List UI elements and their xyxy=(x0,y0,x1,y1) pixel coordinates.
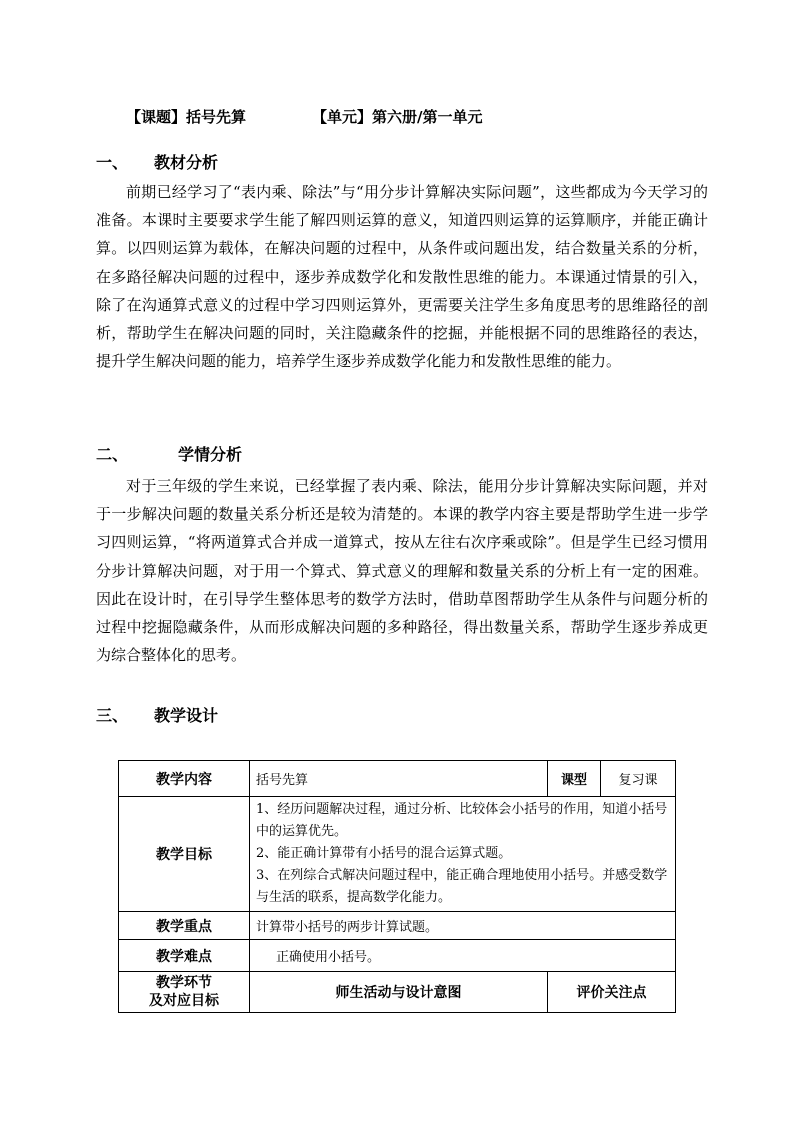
section-title: 学情分析 xyxy=(178,445,243,464)
table-row-focus xyxy=(119,912,676,940)
lesson-topic: 【课题】括号先算 xyxy=(126,108,247,126)
evaluation-label: 评价关注点 xyxy=(548,972,676,1013)
teaching-design-table xyxy=(118,760,676,1013)
table-row-content xyxy=(119,761,676,797)
section-heading-2 xyxy=(96,442,242,465)
section-heading-3 xyxy=(96,703,218,726)
section-number: 二、 xyxy=(96,445,129,464)
focus-label: 教学重点 xyxy=(119,912,250,940)
stage-label-line-1: 教学环节 xyxy=(156,975,212,991)
table-row-stage-header xyxy=(119,972,676,1013)
section-title: 教材分析 xyxy=(154,153,219,172)
lesson-unit: 【单元】第六册/第一单元 xyxy=(312,108,483,126)
goal-item: 2、能正确计算带有小括号的混合运算式题。 xyxy=(256,846,512,861)
type-label: 课型 xyxy=(548,761,601,797)
section-title: 教学设计 xyxy=(154,706,219,725)
paragraph-student-analysis: 对于三年级的学生来说，已经掌握了表内乘、除法，能用分步计算解决实际问题，并对于一步解决问题的数量关系分析还是较为清楚的。本课的教学内容主要是帮助学生进一步学习四则运算，“将两道算式合并成一道算式，按从左往右次序乘或除”。但是学生已经习惯用分步计算解决问题，对于用一个算式、算式意义的理解和数量关系的分析上有一定的困难。因此在设计时，在引导学生整体思考的数学方法时，借助草图帮助学生从条件与问题分析的过程中挖掘隐藏条件，从而形成解决问题的多种路径，得出数量关系，帮助学生逐步养成更为综合整体化的思考。 xyxy=(96,477,708,665)
difficulty-label: 教学难点 xyxy=(119,940,250,972)
goal-item: 1、经历问题解决过程，通过分析、比较体会小括号的作用，知道小括号中的运算优先。 xyxy=(256,802,668,839)
stage-label xyxy=(119,972,250,1013)
difficulty-value: 正确使用小括号。 xyxy=(250,940,676,972)
goal-item: 3、在列综合式解决问题过程中，能正确合理地使用小括号。并感受数学与生活的联系，提高数学化能力。 xyxy=(256,868,668,905)
stage-label-line-2: 及对应目标 xyxy=(149,993,219,1009)
section-number: 三、 xyxy=(96,706,129,725)
type-value: 复习课 xyxy=(601,761,676,797)
table-row-difficulty xyxy=(119,940,676,972)
table-row-goals xyxy=(119,797,676,912)
activity-label: 师生活动与设计意图 xyxy=(250,972,548,1013)
section-number: 一、 xyxy=(96,153,129,172)
focus-value: 计算带小括号的两步计算试题。 xyxy=(250,912,676,940)
content-label: 教学内容 xyxy=(119,761,250,797)
paragraph-material-analysis: 前期已经学习了“表内乘、除法”与“用分步计算解决实际问题”，这些都成为今天学习的准备。本课时主要要求学生能了解四则运算的意义，知道四则运算的运算顺序，并能正确计算。以四则运算为载体，在解决问题的过程中，从条件或问题出发，结合数量关系的分析，在多路径解决问题的过程中，逐步养成数学化和发散性思维的能力。本课通过情景的引入，除了在沟通算式意义的过程中学习四则运算外，更需要关注学生多角度思考的思维路径的剖析，帮助学生在解决问题的同时，关注隐藏条件的挖掘，并能根据不同的思维路径的表达，提升学生解决问题的能力，培养学生逐步养成数学化能力和发散性思维的能力。 xyxy=(96,183,708,371)
goals-value xyxy=(250,797,676,912)
lesson-header xyxy=(126,106,483,127)
goals-label: 教学目标 xyxy=(119,797,250,912)
content-value: 括号先算 xyxy=(250,761,548,797)
section-heading-1 xyxy=(96,150,218,173)
